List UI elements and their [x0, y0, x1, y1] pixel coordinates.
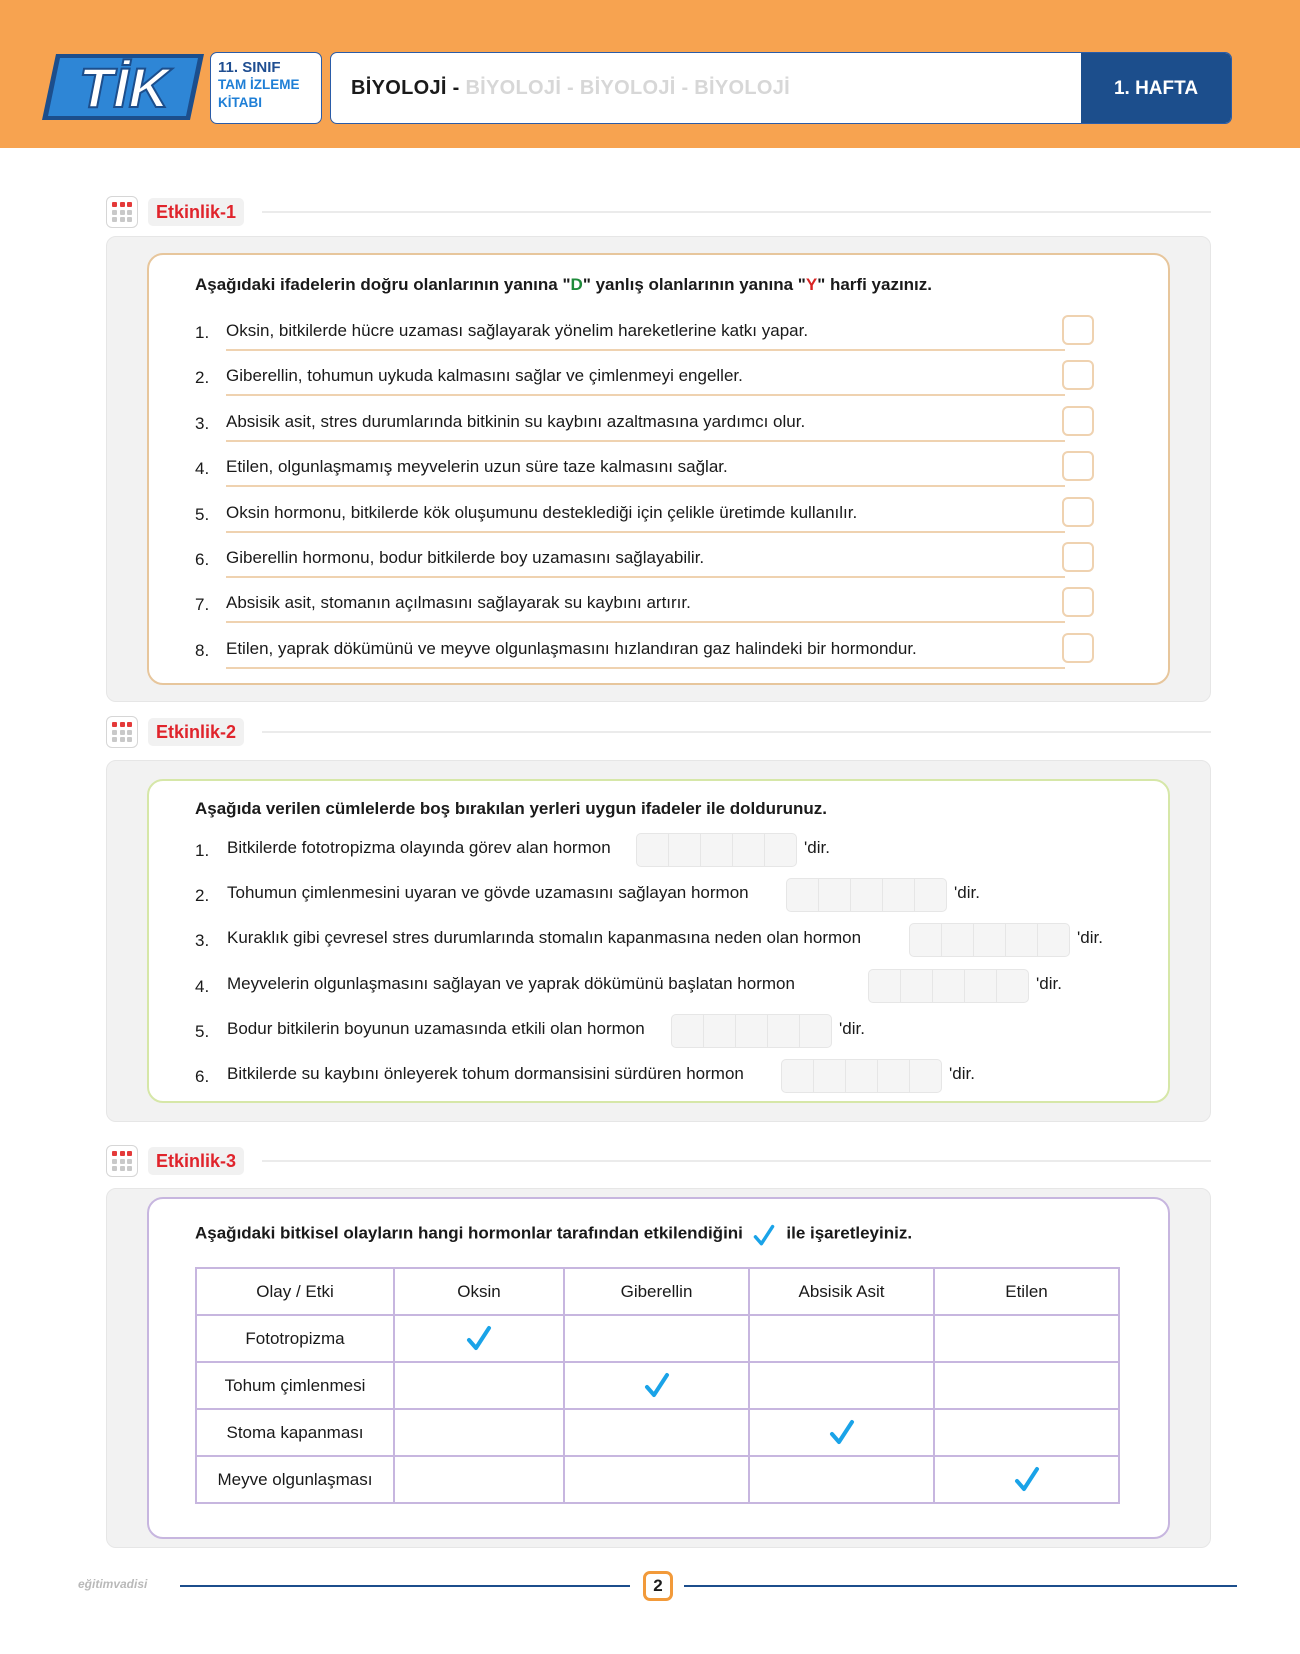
sentence-text: Bodur bitkilerin boyunun uzamasında etkili olan hormon	[227, 1018, 645, 1038]
table-header-row	[196, 1268, 1119, 1315]
hormone-table	[195, 1267, 1120, 1504]
event-label: Fototropizma	[196, 1315, 394, 1362]
divider	[262, 211, 1211, 213]
answer-line	[226, 667, 1065, 669]
activity-1-instruction: Aşağıdaki ifadelerin doğru olanlarının yanına "D" yanlış olanlarının yanına "Y" harfi yazınız.	[195, 275, 932, 294]
activity-3-heading	[106, 1145, 1211, 1177]
sentence-item	[195, 878, 1155, 912]
statement-item	[195, 412, 1095, 442]
answer-line	[226, 576, 1065, 578]
mark-cell[interactable]	[749, 1456, 934, 1503]
mark-cell[interactable]	[564, 1456, 749, 1503]
table-row	[196, 1315, 1119, 1362]
subject-separator: -	[446, 77, 466, 99]
checkmark-icon	[828, 1419, 856, 1447]
mark-cell[interactable]	[749, 1409, 934, 1456]
activity-3-label: Etkinlik-3	[148, 1147, 244, 1175]
mark-cell[interactable]	[749, 1362, 934, 1409]
table-row	[196, 1456, 1119, 1503]
sentence-number: 1.	[195, 841, 210, 860]
answer-line	[226, 440, 1065, 442]
statement-item	[195, 503, 1095, 533]
sentence-suffix: 'dir.	[839, 1018, 865, 1038]
mark-cell[interactable]	[394, 1315, 564, 1362]
answer-box[interactable]	[1062, 497, 1094, 527]
grade-badge	[210, 52, 322, 124]
statement-number: 2.	[195, 368, 210, 388]
week-label: 1. HAFTA	[1081, 53, 1231, 124]
mark-cell[interactable]	[749, 1315, 934, 1362]
sentence-text: Bitkilerde su kaybını önleyerek tohum dormansisini sürdüren hormon	[227, 1064, 744, 1083]
answer-box[interactable]	[1062, 633, 1094, 663]
mark-cell[interactable]	[934, 1315, 1119, 1362]
answer-box[interactable]	[1062, 315, 1094, 345]
activity-2-heading	[106, 716, 1211, 748]
column-header: Oksin	[394, 1268, 564, 1315]
activity-3-panel	[106, 1188, 1211, 1548]
grade-line: 11. SINIF	[218, 59, 281, 76]
sentence-text: Bitkilerde fototropizma olayında görev alan hormon	[227, 838, 611, 857]
hormone-table-card	[147, 1197, 1170, 1539]
statement-text: Giberellin, tohumun uykuda kalmasını sağlar ve çimlenmeyi engeller.	[226, 366, 743, 386]
page-number: 2	[643, 1571, 673, 1601]
event-label: Meyve olgunlaşması	[196, 1456, 394, 1503]
sentence-item	[195, 969, 1155, 1003]
blank-field[interactable]	[786, 878, 946, 912]
sentence-item	[195, 923, 1155, 957]
blank-field[interactable]	[781, 1059, 941, 1093]
mark-cell[interactable]	[394, 1409, 564, 1456]
sentence-text: Meyvelerin olgunlaşmasını sağlayan ve yaprak dökümünü başlatan hormon	[227, 973, 795, 993]
statement-item	[195, 321, 1095, 351]
d-letter: D	[570, 275, 583, 294]
divider	[262, 1160, 1211, 1162]
column-header: Etilen	[934, 1268, 1119, 1315]
footer-line	[684, 1585, 1237, 1587]
statement-number: 6.	[195, 550, 210, 569]
blank-field[interactable]	[909, 923, 1069, 957]
book-line: KİTABI	[218, 95, 262, 110]
statement-number: 1.	[195, 323, 210, 342]
statement-number: 7.	[195, 595, 210, 615]
mark-cell[interactable]	[934, 1456, 1119, 1503]
checkmark-icon	[465, 1325, 493, 1353]
statement-number: 5.	[195, 504, 210, 524]
footer-line	[180, 1585, 630, 1587]
statement-item	[195, 548, 1095, 578]
statement-item	[195, 366, 1095, 396]
statement-text: Absisik asit, stres durumlarında bitkinin su kaybını azaltmasına yardımcı olur.	[226, 411, 806, 431]
answer-line	[226, 394, 1065, 396]
activity-2-panel	[106, 760, 1211, 1122]
answer-line	[226, 349, 1065, 351]
subject-faded: BİYOLOJİ - BİYOLOJİ - BİYOLOJİ	[465, 77, 791, 99]
sentence-number: 2.	[195, 886, 210, 906]
mark-cell[interactable]	[934, 1409, 1119, 1456]
checkmark-icon	[1013, 1466, 1041, 1494]
page-header	[0, 0, 1300, 148]
sentence-number: 5.	[195, 1021, 210, 1041]
sentence-number: 6.	[195, 1067, 210, 1086]
activity-1-heading	[106, 196, 1211, 228]
statement-text: Absisik asit, stomanın açılmasını sağlayarak su kaybını artırır.	[226, 593, 691, 613]
event-label: Stoma kapanması	[196, 1409, 394, 1456]
mark-cell[interactable]	[394, 1362, 564, 1409]
checkmark-icon	[643, 1372, 671, 1400]
statement-item	[195, 457, 1095, 487]
grid-icon	[106, 716, 138, 748]
activity-1-panel	[106, 236, 1211, 702]
answer-line	[226, 485, 1065, 487]
fill-blank-card	[147, 779, 1170, 1103]
answer-box[interactable]	[1062, 360, 1094, 390]
mark-cell[interactable]	[394, 1456, 564, 1503]
sentence-text: Kuraklık gibi çevresel stres durumlarında stomalın kapanmasına neden olan hormon	[227, 928, 862, 948]
statement-text: Giberellin hormonu, bodur bitkilerde boy uzamasını sağlayabilir.	[226, 548, 705, 567]
book-type-line: TAM İZLEME	[218, 77, 300, 92]
answer-line	[226, 531, 1065, 533]
sentence-suffix: 'dir.	[804, 838, 830, 857]
publisher-brand: eğitimvadisi	[78, 1577, 148, 1591]
statement-number: 3.	[195, 413, 210, 433]
sentence-item	[195, 833, 1155, 867]
subject-main: BİYOLOJİ	[351, 77, 447, 99]
answer-box[interactable]	[1062, 587, 1094, 617]
blank-field[interactable]	[636, 833, 796, 867]
statement-text: Etilen, yaprak dökümünü ve meyve olgunlaşmasını hızlandıran gaz halindeki bir hormondur.	[226, 638, 917, 658]
activity-1-label: Etkinlik-1	[148, 198, 244, 226]
divider	[262, 731, 1211, 733]
sentence-number: 3.	[195, 931, 210, 951]
y-letter: Y	[805, 275, 818, 294]
true-false-card	[147, 253, 1170, 685]
mark-cell[interactable]	[564, 1315, 749, 1362]
grid-icon	[106, 196, 138, 228]
statement-number: 4.	[195, 459, 210, 479]
sentence-number: 4.	[195, 976, 210, 996]
sentence-suffix: 'dir.	[1036, 973, 1062, 993]
table-row	[196, 1362, 1119, 1409]
grid-icon	[106, 1145, 138, 1177]
statement-text: Oksin, bitkilerde hücre uzaması sağlayarak yönelim hareketlerine katkı yapar.	[226, 321, 809, 340]
mark-cell[interactable]	[564, 1362, 749, 1409]
subject-bar	[330, 52, 1232, 124]
checkmark-icon	[752, 1223, 776, 1249]
mark-cell[interactable]	[564, 1409, 749, 1456]
column-header: Giberellin	[564, 1268, 749, 1315]
answer-box[interactable]	[1062, 542, 1094, 572]
statement-number: 8.	[195, 640, 210, 660]
column-header: Absisik Asit	[749, 1268, 934, 1315]
answer-box[interactable]	[1062, 451, 1094, 481]
activity-2-label: Etkinlik-2	[148, 718, 244, 746]
blank-field[interactable]	[671, 1014, 831, 1048]
event-label: Tohum çimlenmesi	[196, 1362, 394, 1409]
sentence-suffix: 'dir.	[949, 1064, 975, 1083]
table-row	[196, 1409, 1119, 1456]
activity-3-instruction: Aşağıdaki bitkisel olayların hangi hormonlar tarafından etkilendiğini ile işaretleyiniz.	[195, 1223, 912, 1245]
statement-item	[195, 593, 1095, 623]
sentence-text: Tohumun çimlenmesini uyaran ve gövde uzamasını sağlayan hormon	[227, 883, 749, 903]
sentence-item	[195, 1014, 1155, 1048]
column-header: Olay / Etki	[196, 1268, 394, 1315]
activity-2-instruction: Aşağıda verilen cümlelerde boş bırakılan yerleri uygun ifadeler ile doldurunuz.	[195, 799, 828, 818]
mark-cell[interactable]	[934, 1362, 1119, 1409]
statement-text: Etilen, olgunlaşmamış meyvelerin uzun süre taze kalmasını sağlar.	[226, 457, 728, 477]
subject-title	[351, 77, 790, 100]
sentence-item	[195, 1059, 1155, 1093]
sentence-suffix: 'dir.	[954, 883, 980, 903]
statement-text: Oksin hormonu, bitkilerde kök oluşumunu desteklediği için çelikle üretimde kullanılır.	[226, 502, 858, 522]
svg-text:TİK: TİK	[78, 56, 170, 119]
answer-line	[226, 621, 1065, 623]
answer-box[interactable]	[1062, 406, 1094, 436]
statement-item	[195, 639, 1095, 669]
tik-logo	[40, 50, 208, 124]
blank-field[interactable]	[868, 969, 1028, 1003]
sentence-suffix: 'dir.	[1077, 928, 1103, 948]
